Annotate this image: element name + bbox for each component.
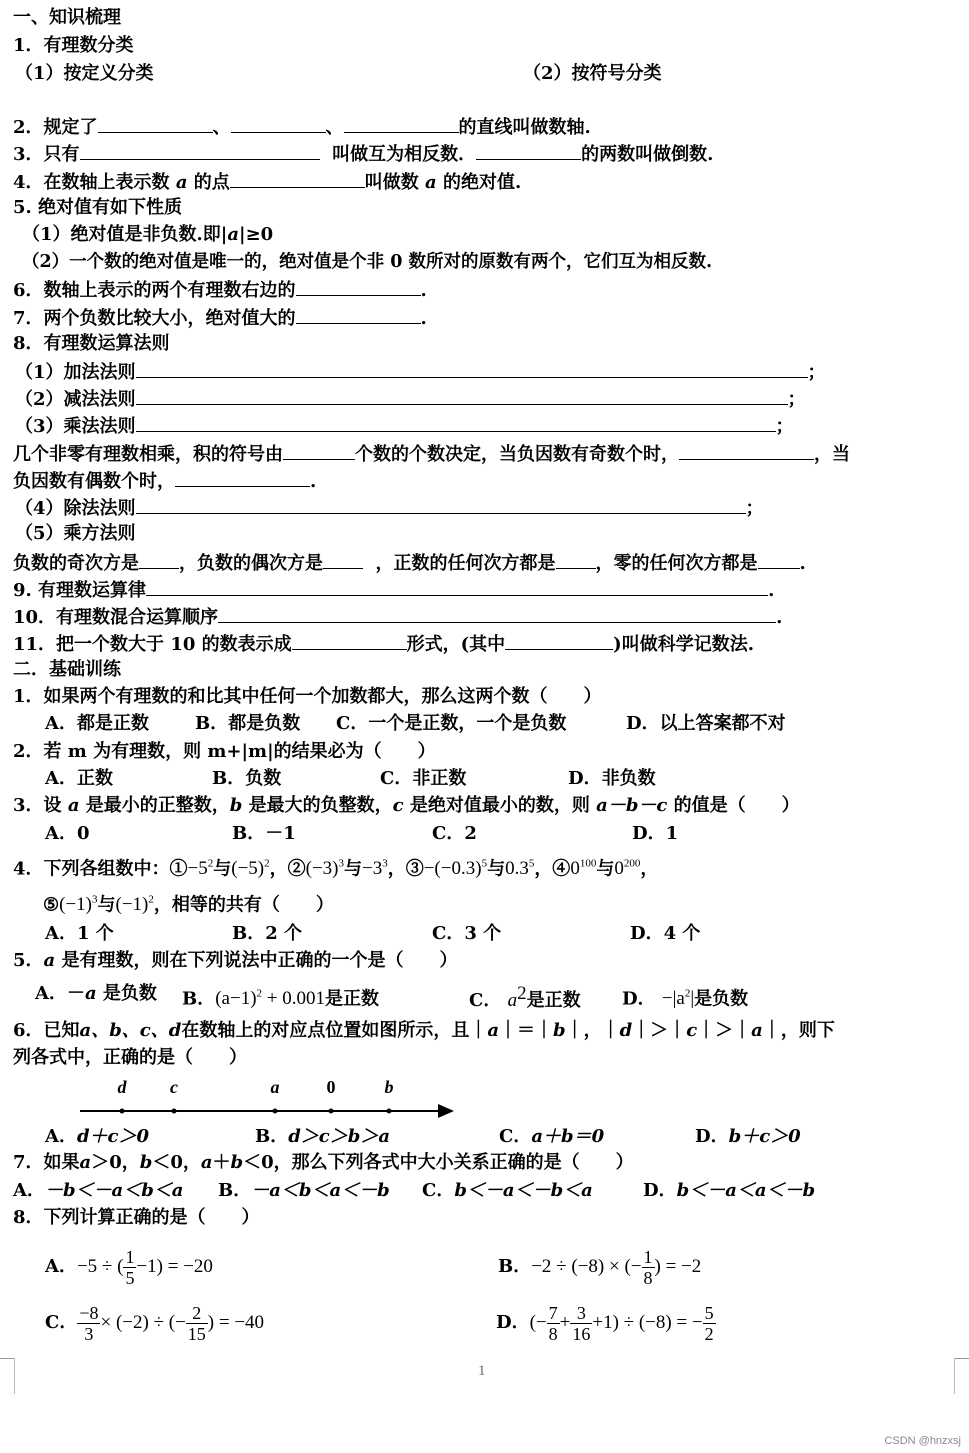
- q5: 5. 绝对值有如下性质: [13, 197, 183, 218]
- q11: 11．把一个数大于 10 的数表示成 形式，(其中 )叫做科学记数法.: [13, 631, 754, 657]
- p7-option-c: C．b＜－a＜－b＜a: [422, 1180, 593, 1201]
- p4-option-b: B．2 个: [232, 923, 303, 944]
- q8-5: （5）乘方法则: [15, 523, 136, 544]
- q1a: （1）按定义分类: [15, 63, 154, 84]
- q8: 8．有理数运算法则: [13, 333, 170, 354]
- p5-option-a: A．－a 是负数: [35, 983, 157, 1004]
- p6-option-a: A．d＋c＞0: [45, 1126, 150, 1147]
- p8-option-d: D．(− $\frac{7}{8}$ + $\frac{3}{16}$ +1) ÷ (−8) = − $\frac{5}{2}$: [496, 1302, 714, 1344]
- p1: 1．如果两个有理数的和比其中任何一个加数都大，那么这两个数（ ）: [13, 686, 602, 707]
- p8: 8．下列计算正确的是（ ）: [13, 1207, 260, 1228]
- p8-option-b: B．−2 ÷ (−8) × (− $\frac{1}{8}$ ) = −2: [498, 1246, 702, 1288]
- p7: 7．如果a＞0，b＜0，a＋b＜0，那么下列各式中大小关系正确的是（ ）: [13, 1152, 634, 1173]
- q9: 9. 有理数运算律 .: [13, 577, 774, 603]
- q5b: （2）一个数的绝对值是唯一的，绝对值是个非 0 数所对的原数有两个，它们互为相反数.: [22, 252, 713, 272]
- p6-option-d: D．b＋c＞0: [695, 1126, 801, 1147]
- q8-4: （4）除法法则 ；: [15, 495, 764, 521]
- p3-option-b: B．－1: [232, 823, 296, 844]
- page-margin-left: [14, 1358, 15, 1394]
- page-corner-left: [0, 1358, 15, 1373]
- q8-5b: 负数的奇次方是 ，负数的偶次方是 ，正数的任何次方都是 ，零的任何次方都是 .: [13, 550, 806, 576]
- section-title-1: 一、知识梳理: [13, 7, 121, 28]
- p1-option-d: D．以上答案都不对: [626, 713, 786, 734]
- point-zero: [329, 1109, 334, 1114]
- p3-option-c: C．2: [432, 823, 477, 844]
- p7-option-b: B．－a＜b＜a＜－b: [218, 1180, 390, 1201]
- p5-option-d: D． $-|a^2|$是负数: [622, 988, 749, 1010]
- p5: 5．a 是有理数，则在下列说法中正确的一个是（ ）: [13, 950, 458, 971]
- p4: 4．下列各组数中：$①-5^2$与$(-5)^2$，$②(-3)^3$与$-3^3$，$③-(-0.3)^5$与$0.3^5$，$④0^{100}$与$0^{200}$，: [13, 858, 659, 880]
- number-line-arrow: [438, 1104, 454, 1118]
- page-margin-right: [954, 1358, 955, 1394]
- q8-3b: 几个非零有理数相乘，积的符号由 个数的个数决定，当负因数有奇数个时， ，当: [13, 441, 850, 467]
- label-c: c: [170, 1077, 178, 1097]
- point-b: [387, 1109, 392, 1114]
- p6-line2: 列各式中，正确的是（ ）: [13, 1047, 247, 1068]
- q10: 10．有理数混合运算顺序 .: [13, 604, 782, 630]
- p2-option-a: A．正数: [45, 768, 113, 789]
- p3-option-a: A．0: [45, 823, 90, 844]
- point-d: [120, 1109, 125, 1114]
- q8-1: （1）加法法则 ；: [15, 359, 826, 385]
- p7-option-a: A．－b＜－a＜b＜a: [13, 1180, 184, 1201]
- p4-option-c: C．3 个: [432, 923, 502, 944]
- p2-option-d: D．非负数: [568, 768, 656, 789]
- q5a: （1）绝对值是非负数.即|a|≥0: [22, 224, 274, 245]
- p4-option-d: D．4 个: [630, 923, 701, 944]
- p2-option-b: B．负数: [212, 768, 282, 789]
- p1-option-c: C．一个是正数，一个是负数: [336, 713, 567, 734]
- p4-option-a: A．1 个: [45, 923, 114, 944]
- p4-line2: $⑤(-1)^3$与$(-1)^2$，相等的共有（ ）: [43, 894, 334, 916]
- label-b: b: [384, 1077, 394, 1097]
- p6-option-c: C．a＋b＝0: [499, 1126, 605, 1147]
- p5-option-b: B．$(a-1)^2 + 0.001$是正数: [182, 988, 379, 1010]
- p3: 3．设 a 是最小的正整数，b 是最大的负整数，c 是绝对值最小的数，则 a－b－c 的值是（ ）: [13, 795, 800, 816]
- q1: 1．有理数分类: [13, 35, 134, 56]
- p1-option-b: B．都是负数: [195, 713, 301, 734]
- label-zero: 0: [326, 1077, 336, 1097]
- point-c: [172, 1109, 177, 1114]
- p6-option-b: B．d＞c＞b＞a: [255, 1126, 391, 1147]
- q8-2: （2）减法法则 ；: [15, 386, 806, 412]
- p2: 2．若 m 为有理数，则 m+|m|的结果必为（ ）: [13, 741, 436, 762]
- q2: 2．规定了 、 、 的直线叫做数轴.: [13, 114, 591, 140]
- p5-option-c: C． $a^2$是正数: [469, 983, 581, 1011]
- p3-option-d: D．1: [632, 823, 679, 844]
- q1b: （2）按符号分类: [523, 63, 662, 84]
- q8-3c: 负因数有偶数个时， .: [13, 468, 316, 494]
- page-corner-right: [954, 1358, 969, 1373]
- p8-option-c: C． $\frac{-8}{3}$ × (−2) ÷ (− $\frac{2}{15}$ ) = −40: [45, 1302, 265, 1344]
- q8-3: （3）乘法法则 ；: [15, 413, 794, 439]
- q4: 4．在数轴上表示数 a 的点 叫做数 a 的绝对值.: [13, 169, 521, 195]
- p7-option-d: D．b＜－a＜a＜－b: [643, 1180, 816, 1201]
- q3: 3．只有 叫做互为相反数． 的两数叫做倒数.: [13, 141, 713, 167]
- number-line: [70, 1072, 470, 1124]
- label-a: a: [270, 1077, 280, 1097]
- q6: 6．数轴上表示的两个有理数右边的 .: [13, 277, 427, 303]
- q7: 7．两个负数比较大小，绝对值大的 .: [13, 305, 427, 331]
- section-title-2: 二．基础训练: [13, 659, 121, 680]
- label-d: d: [117, 1077, 127, 1097]
- point-a: [273, 1109, 278, 1114]
- p8-option-a: A．−5 ÷ ( $\frac{1}{5}$ −1) = −20: [45, 1246, 213, 1288]
- watermark: CSDN @hnzxsj: [884, 1435, 961, 1447]
- page-number: 1: [478, 1363, 486, 1379]
- p2-option-c: C．非正数: [380, 768, 467, 789]
- p6: 6．已知a、b、c、d在数轴上的对应点位置如图所示，且｜a｜＝｜b｜，｜d｜＞｜c｜＞｜a｜，则下: [13, 1020, 835, 1041]
- p1-option-a: A．都是正数: [45, 713, 149, 734]
